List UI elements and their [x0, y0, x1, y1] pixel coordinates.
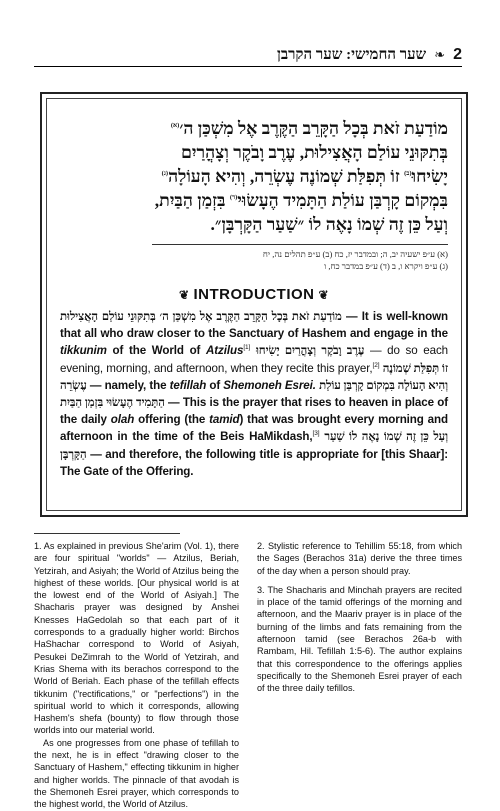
- sources-divider: [152, 244, 448, 245]
- introduction-heading-text: INTRODUCTION: [193, 286, 315, 303]
- footnote-2: 2. Stylistic reference to Tehillim 55:18, from which the Sages (Berachos 31a) derive the three times of the day when a person should pray.: [257, 541, 462, 576]
- introduction-heading: [42, 286, 466, 303]
- verse-line-3: יָשִׂיחוּ$^{(ב)}$ זוֹ תְּפִלַּת שְׁמוֹנֶה עֶשְׂרֵה, וְהִיא הָעוֹלָה$^{(ג)}$: [161, 166, 448, 186]
- source-marker: (א): [170, 122, 180, 130]
- footnote-marker: [1]: [243, 344, 251, 352]
- source-marker: (ב): [404, 170, 412, 178]
- verse-line-4: בִּמְקוֹם קָרְבַּן עוֹלַת הַתָּמִיד הֶעָשׂוּי$^{(ד)}$ בִּזְמַן הַבַּיִת,: [154, 190, 448, 210]
- hebrew-lemma: וְעַל כֵּן זֶה שְׁמוֹ נָאֶה לוֹ שַׁעַר הַקָּרְבָּן: [60, 430, 449, 461]
- fleuron-icon: ❧: [434, 47, 446, 62]
- page-number: 2: [453, 46, 462, 63]
- text-frame: [40, 92, 468, 517]
- source-marker: (ד): [229, 194, 238, 202]
- source-references: [60, 248, 448, 272]
- footnote-divider: [34, 533, 180, 534]
- source-line: (א) ע״פ ישעיה יב, ה; ובמדבר יז, כח (ב) ע״פ תהלים נה, יח: [262, 249, 448, 259]
- hebrew-lemma: זוֹ תְּפִלַּת שְׁמוֹנֶה עֶשְׂרֵה: [60, 361, 449, 392]
- hebrew-main-text: [60, 116, 448, 236]
- introduction-body: [60, 308, 448, 480]
- footnotes: [34, 540, 462, 811]
- hebrew-lemma: עֶרֶב וָבֹקֶר וְצָהֳרַיִם יָשִׂיחוּ: [255, 344, 365, 358]
- running-header-title: שער החמישי: שער הקרבן: [277, 46, 427, 63]
- footnote-marker: [2]: [372, 361, 380, 369]
- footnote-1-continued: As one progresses from one phase of tefillah to the next, he is in effect "drawing closer to the Sanctuary of Hashem," effecting tikkunim in higher and higher worlds. The pinnacle of that avodah is the Shemoneh Esrei prayer, which corresponds to the highest world, the World of Atzilus.: [34, 737, 239, 810]
- introduction-paragraph: מוֹדַעַת זֹאת בְּכָל הַקָּרֵב הַקֶּרֶב אֶל מִשְׁכַּן ה׳ בְּתִקּוּנֵי עוֹלַם הָאֲצִילוּת — It is well-known that all who draw closer to the Sanctuary of Hashem and engage in the tikkunim of the World of Atzilus[1] עֶרֶב וָבֹקֶר וְצָהֳרַיִם יָשִׂיחוּ — do so each evening, morning, and afternoon, when they recite this prayer,[2] זוֹ תְּפִלַּת שְׁמוֹנֶה עֶשְׂרֵה — namely, the tefillah of Shemoneh Esrei. וְהִיא הָעוֹלָה בִּמְקוֹם קָרְבַּן עוֹלַת הַתָּמִיד הֶעָשׂוּי בִּזְמַן הַבַּיִת — This is the prayer that rises to heaven in place of the daily olah offering (the tamid) that was brought every morning and afternoon in the time of the Beis HaMikdash,[3] וְעַל כֵּן זֶה שְׁמוֹ נָאֶה לוֹ שַׁעַר הַקָּרְבָּן — and therefore, the following title is appropriate for [this Shaar]: The Gate of the Offering.: [60, 310, 449, 478]
- verse-line-2: בְּתִקּוּנֵי עוֹלַם הָאֲצִילוּת, עֶרֶב וָבֹקֶר וְצָהֳרַיִם: [181, 142, 448, 162]
- source-line: (ג) ע״פ ויקרא ו, ב (ד) ע״פ במדבר כח, ו: [324, 261, 448, 271]
- footnote-column-right: [257, 540, 462, 811]
- hebrew-lemma: מוֹדַעַת זֹאת בְּכָל הַקָּרֵב הַקֶּרֶב אֶל מִשְׁכַּן ה׳ בְּתִקּוּנֵי עוֹלַם הָאֲצִילוּת: [60, 310, 342, 323]
- ornament-left-icon: ❦: [178, 288, 190, 302]
- footnote-marker: [3]: [312, 430, 320, 438]
- footnote-1: 1. As explained in previous She'arim (Vol. 1), there are four spiritual "worlds" — Atzilus, Beriah, Yetzirah, and Asiyah; the World of Atzilus being the highest of these worlds. [Our physical world is at the lowest end of the World of Asiyah.] The Shacharis prayer was designed by Anshei Knesses HaGedolah so that each part of it corresponds to a gradually higher world: Birchos HaShachar correspond to World of Asiyah, Pesukei DeZimrah to the World of Yetzirah, and Krias Shema with its berachos correspond to the World of Beriah. Each phase of the tefillah effects tikkunim ("rectifications," or "perfections") in the spiritual world to which it corresponds, allowing Hashem's shefa (bounty) to flow through those worlds into our material world.: [34, 541, 239, 736]
- running-header: [34, 44, 462, 67]
- footnote-3: 3. The Shacharis and Minchah prayers are recited in place of the tamid offerings of the morning and afternoon, and the Maariv prayer is in place of the burning of the limbs and fats remaining from the afternoon tamid (see Berachos 26a-b with Rambam, Hil. Tefillah 1:5-6). The author explains that this correspondence to the offerings applies specifically to the Shemoneh Esrei prayer of each of the three daily tefillos.: [257, 584, 462, 694]
- source-marker: (ג): [161, 170, 169, 178]
- ornament-right-icon: ❦: [318, 288, 330, 302]
- hebrew-lemma: וְהִיא הָעוֹלָה בִּמְקוֹם קָרְבַּן עוֹלַת הַתָּמִיד הֶעָשׂוּי בִּזְמַן הַבַּיִת: [60, 378, 448, 410]
- verse-line-1: מוֹדַעַת זֹאת בְּכָל הַקָּרֵב הַקֶּרֶב אֶל מִשְׁכַּן ה׳$^{(א)}$: [170, 118, 448, 138]
- footnote-column-left: [34, 540, 239, 811]
- verse-line-5: וְעַל כֵּן זֶה שְׁמוֹ נָאֶה לוֹ ״שַׁעַר הַקָּרְבָּן״.: [210, 214, 448, 234]
